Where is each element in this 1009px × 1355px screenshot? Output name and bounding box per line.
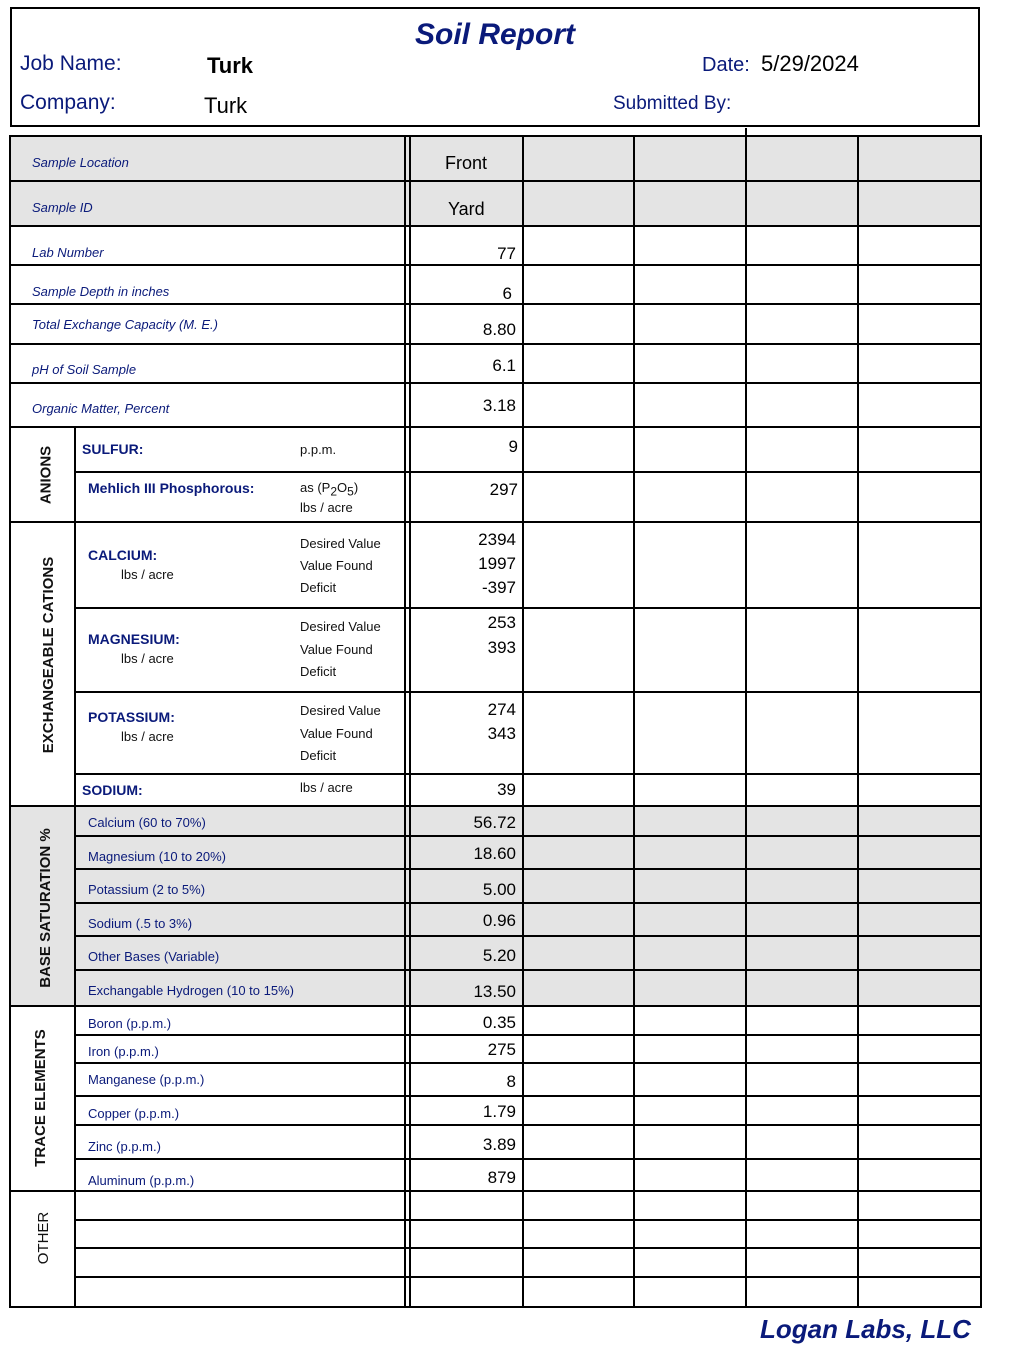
potassium-desired: 274 <box>487 700 516 719</box>
potassium-deficit-label: Deficit <box>300 748 337 763</box>
calcium-label: CALCIUM: <box>88 547 158 563</box>
trace-item: Copper (p.p.m.) <box>88 1106 180 1121</box>
trace-value: 0.35 <box>482 1013 516 1032</box>
base-sat-item: Exchangable Hydrogen (10 to 15%) <box>88 983 294 998</box>
trace-item: Manganese (p.p.m.) <box>88 1072 205 1087</box>
organic-value: 3.18 <box>482 396 516 415</box>
ph-label: pH of Soil Sample <box>32 362 137 377</box>
submitted-by-label: Submitted By: <box>613 93 732 114</box>
base-sat-value: 56.72 <box>473 813 516 832</box>
base-sat-item: Sodium (.5 to 3%) <box>88 916 193 931</box>
magnesium-found: 393 <box>487 638 516 657</box>
base-sat-item: Other Bases (Variable) <box>88 949 220 964</box>
tec-label: Total Exchange Capacity (M. E.) <box>32 317 218 332</box>
base-sat-value: 13.50 <box>473 982 516 1001</box>
potassium-label: POTASSIUM: <box>88 709 175 725</box>
sulfur-label: SULFUR: <box>82 441 144 457</box>
base-sat-value: 5.20 <box>482 946 516 965</box>
sample-location-label: Sample Location <box>32 155 129 170</box>
trace-item: Iron (p.p.m.) <box>88 1044 159 1059</box>
sample-depth-label: Sample Depth in inches <box>32 284 170 299</box>
trace-item: Boron (p.p.m.) <box>88 1016 172 1031</box>
trace-value: 275 <box>487 1040 516 1059</box>
company-value: Turk <box>204 93 248 118</box>
calcium-found: 1997 <box>478 554 516 573</box>
footer-company: Logan Labs, LLC <box>760 1314 971 1344</box>
date-label: Date: <box>702 54 750 76</box>
calcium-deficit-label: Deficit <box>300 580 337 595</box>
base-sat-value: 18.60 <box>473 844 516 863</box>
section-base-saturation: BASE SATURATION % <box>37 828 54 988</box>
calcium-deficit: -397 <box>481 578 516 597</box>
trace-value: 1.79 <box>482 1102 516 1121</box>
sulfur-value: 9 <box>508 437 518 456</box>
section-trace-elements: TRACE ELEMENTS <box>32 1029 49 1167</box>
magnesium-found-label: Value Found <box>300 642 373 657</box>
magnesium-deficit-label: Deficit <box>300 664 337 679</box>
base-sat-item: Calcium (60 to 70%) <box>88 815 206 830</box>
section-other: OTHER <box>35 1211 52 1265</box>
magnesium-desired: 253 <box>487 613 516 632</box>
report-title: Soil Report <box>414 18 575 51</box>
magnesium-unit: lbs / acre <box>121 651 174 666</box>
sodium-unit: lbs / acre <box>300 780 353 795</box>
magnesium-desired-label: Desired Value <box>300 619 381 634</box>
phosphorous-unit: as $(P_2O_5)$ <box>300 480 359 499</box>
base-sat-item: Magnesium (10 to 20%) <box>88 849 227 864</box>
trace-item: Aluminum (p.p.m.) <box>88 1173 195 1188</box>
company-label: Company: <box>20 91 116 114</box>
lab-number-value: 77 <box>497 244 516 263</box>
magnesium-label: MAGNESIUM: <box>88 631 180 647</box>
section-anions: ANIONS <box>37 445 55 505</box>
sample-depth-value: 6 <box>502 284 512 303</box>
calcium-unit: lbs / acre <box>121 567 174 582</box>
sodium-label: SODIUM: <box>82 782 143 798</box>
calcium-desired-label: Desired Value <box>300 536 381 551</box>
sample-id-value: Yard <box>448 199 485 219</box>
lab-number-label: Lab Number <box>32 245 104 260</box>
trace-value: 8 <box>506 1072 516 1091</box>
job-name-label: Job Name: <box>20 52 122 75</box>
potassium-unit: lbs / acre <box>121 729 174 744</box>
potassium-desired-label: Desired Value <box>300 703 381 718</box>
potassium-found: 343 <box>487 724 516 743</box>
section-cations: EXCHANGEABLE CATIONS <box>40 556 57 754</box>
sulfur-unit: p.p.m. <box>300 442 337 457</box>
potassium-found-label: Value Found <box>300 726 373 741</box>
date-value: 5/29/2024 <box>761 51 859 76</box>
ph-value: 6.1 <box>492 356 516 375</box>
base-sat-value: 5.00 <box>482 880 516 899</box>
phosphorous-unit2: lbs / acre <box>300 500 353 515</box>
phosphorous-label: Mehlich III Phosphorous: <box>88 480 255 496</box>
base-sat-item: Potassium (2 to 5%) <box>88 882 206 897</box>
sample-location-value: Front <box>445 153 488 173</box>
calcium-found-label: Value Found <box>300 558 373 573</box>
trace-item: Zinc (p.p.m.) <box>88 1139 161 1154</box>
organic-label: Organic Matter, Percent <box>32 401 170 416</box>
tec-value: 8.80 <box>482 320 516 339</box>
calcium-desired: 2394 <box>478 530 516 549</box>
trace-value: 879 <box>487 1168 516 1187</box>
sodium-value: 39 <box>497 780 516 799</box>
trace-value: 3.89 <box>482 1135 516 1154</box>
base-sat-value: 0.96 <box>482 911 516 930</box>
job-name-value: Turk <box>207 53 254 78</box>
sample-id-label: Sample ID <box>32 200 93 215</box>
phosphorous-value: 297 <box>489 480 518 499</box>
